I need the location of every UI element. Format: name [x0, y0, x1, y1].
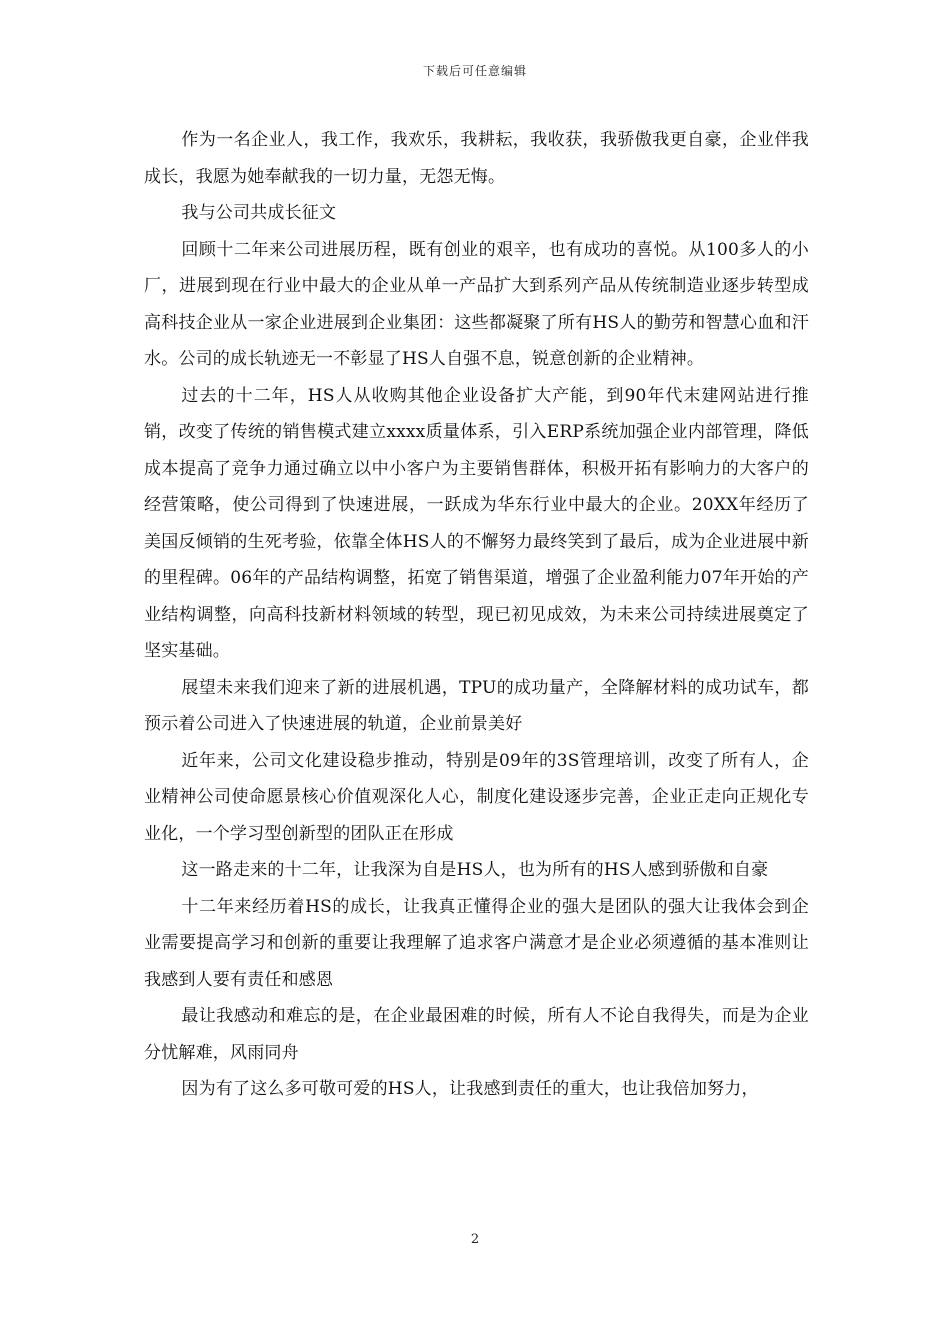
- page-number: 2: [470, 1232, 480, 1247]
- paragraph: 展望未来我们迎来了新的进展机遇，TPU的成功量产，全降解材料的成功试车，都预示着公司进入了快速进展的轨道，企业前景美好: [144, 677, 809, 734]
- paragraph: 近年来，公司文化建设稳步推动，特别是09年的3S管理培训，改变了所有人，企业精神公司使命愿景核心价值观深化人心，制度化建设逐步完善，企业正走向正规化专业化，一个学习型创新型的团队正在形成: [144, 750, 809, 844]
- article-title: 我与公司共成长征文: [181, 203, 337, 223]
- document-body: [144, 122, 809, 1108]
- paragraph: 这一路走来的十二年，让我深为自是HS人，也为所有的HS人感到骄傲和自豪: [181, 860, 769, 880]
- paragraph: 十二年来经历着HS的成长，让我真正懂得企业的强大是团队的强大让我体会到企业需要提高学习和创新的重要让我理解了追求客户满意才是企业必须遵循的基本准则让我感到人要有责任和感恩: [144, 896, 809, 990]
- page-header: 下载后可任意编辑: [422, 64, 527, 78]
- paragraph: 回顾十二年来公司进展历程，既有创业的艰辛，也有成功的喜悦。从100多人的小厂，进展到现在行业中最大的企业从单一产品扩大到系列产品从传统制造业逐步转型成高科技企业从一家企业进展到企业集团：这些都凝聚了所有HS人的勤劳和智慧心血和汗水。公司的成长轨迹无一不彰显了HS人自强不息，锐意创新的企业精神。: [144, 239, 809, 369]
- paragraph: 过去的十二年，HS人从收购其他企业设备扩大产能，到90年代末建网站进行推销，改变了传统的销售模式建立xxxx质量体系，引入ERP系统加强企业内部管理，降低成本提高了竞争力通过确立以中小客户为主要销售群体，积极开拓有影响力的大客户的经营策略，使公司得到了快速进展，一跃成为华东行业中最大的企业。20XX年经历了美国反倾销的生死考验，依靠全体HS人的不懈努力最终笑到了最后，成为企业进展中新的里程碑。06年的产品结构调整，拓宽了销售渠道，增强了企业盈利能力07年开始的产业结构调整，向高科技新材料领域的转型，现已初见成效，为未来公司持续进展奠定了坚实基础。: [144, 385, 809, 661]
- paragraph: 作为一名企业人，我工作，我欢乐，我耕耘，我收获，我骄傲我更自豪，企业伴我成长，我愿为她奉献我的一切力量，无怨无悔。: [144, 130, 809, 187]
- paragraph: 因为有了这么多可敬可爱的HS人，让我感到责任的重大，也让我倍加努力，: [181, 1079, 759, 1099]
- paragraph: 最让我感动和难忘的是，在企业最困难的时候，所有人不论自我得失，而是为企业分忧解难，风雨同舟: [144, 1006, 809, 1063]
